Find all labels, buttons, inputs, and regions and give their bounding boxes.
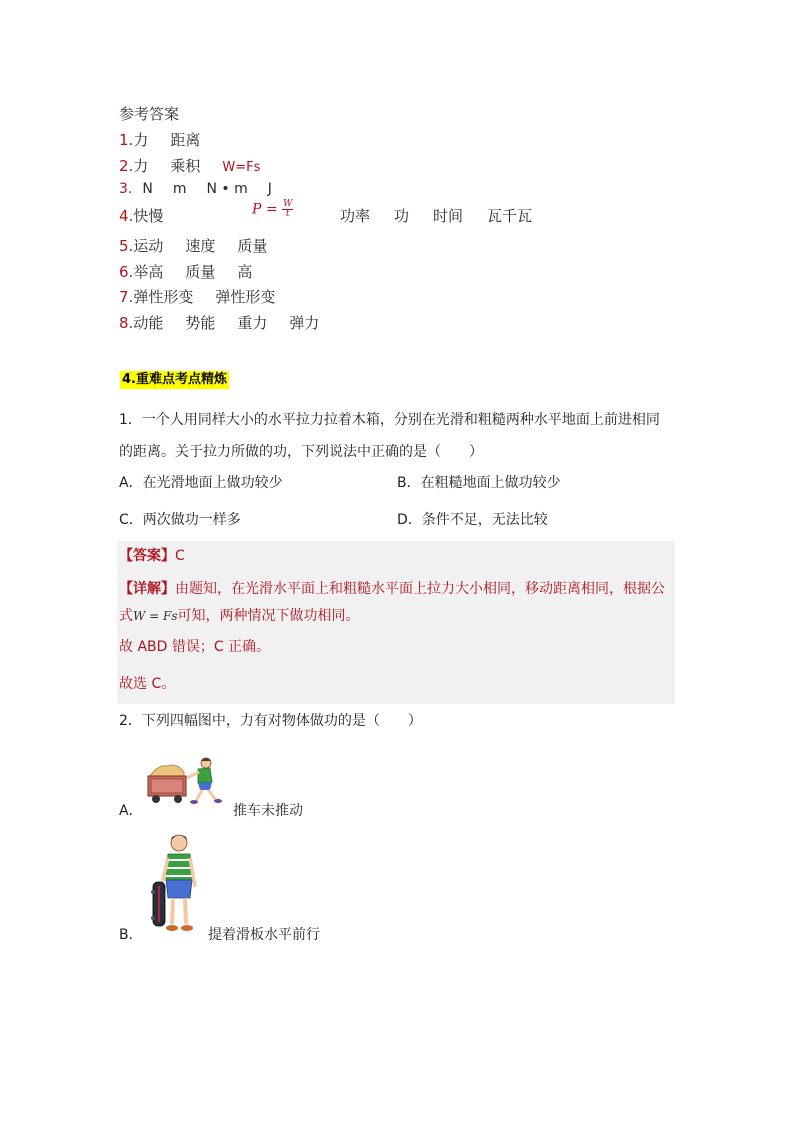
q1-stem-line2: 的距离。关于拉力所做的功，下列说法中正确的是（ ）	[119, 444, 483, 460]
answer-item: 时间	[433, 207, 464, 225]
answer-item: 速度	[185, 237, 216, 255]
answer-item: 功	[394, 207, 410, 225]
answer-value: C	[175, 548, 185, 564]
answer-number: 8.	[119, 314, 134, 332]
q2-option-a-label[interactable]: A．	[119, 803, 143, 819]
answer-item: 弹力	[289, 314, 320, 332]
answer-item: 举高	[133, 263, 164, 281]
power-formula	[252, 200, 293, 219]
q2-stem: 2．下列四幅图中，力有对物体做功的是（ ）	[119, 713, 422, 729]
answer-item: N • m	[206, 181, 248, 197]
formula-numerator: W	[283, 199, 293, 209]
answer-item: N	[142, 181, 153, 197]
answer-number: 2.	[119, 157, 134, 175]
answer-row-4-cont	[340, 205, 532, 226]
detail-line3: 故 ABD 错误；C 正确。	[119, 639, 271, 655]
answer-number: 5.	[119, 237, 134, 255]
detail-text: 可知，两种情况下做功相同。	[177, 608, 360, 624]
answer-item: 运动	[133, 237, 164, 255]
detail-text: 由题知，在光滑水平面上和粗糙水平面上拉力大小相同，移动距离相同，根据公	[175, 581, 665, 597]
answer-item: 力	[133, 131, 149, 149]
answer-row-3	[119, 181, 272, 197]
detail-tag: 【详解】	[119, 581, 175, 597]
q2-option-b-caption: 提着滑板水平前行	[208, 927, 320, 943]
option-b-image[interactable]	[150, 832, 202, 940]
answer-item: 瓦千瓦	[487, 207, 533, 225]
detail-text: 式	[119, 608, 133, 624]
answer-row-4	[119, 205, 163, 226]
q1-option-d[interactable]: D．条件不足，无法比较	[397, 512, 548, 528]
answer-item: 快慢	[133, 207, 164, 225]
detail-line2	[119, 605, 360, 625]
answer-item: W=Fs	[222, 160, 261, 175]
answer-item: J	[267, 181, 272, 197]
answer-row-8	[119, 312, 319, 333]
answer-item: 质量	[185, 263, 216, 281]
answer-item: 弹性形变	[133, 288, 194, 306]
answer-tag: 【答案】	[119, 548, 175, 564]
solution-box	[117, 541, 675, 704]
q1-option-c[interactable]: C．两次做功一样多	[119, 512, 241, 528]
answer-row-6	[119, 261, 252, 282]
answer-item: 动能	[133, 314, 164, 332]
answer-item: 距离	[170, 131, 201, 149]
detail-line4: 故选 C。	[119, 676, 176, 692]
answer-number: 4.	[119, 207, 134, 225]
q2-option-a-caption: 推车未推动	[233, 803, 303, 819]
answer-item: 弹性形变	[215, 288, 276, 306]
section-heading: 4.重难点考点精炼	[122, 372, 227, 387]
answer-item: 乘积	[170, 157, 201, 175]
skateboard-carrying-illustration	[150, 832, 202, 940]
answer-row-5	[119, 235, 267, 256]
answer-item: 质量	[237, 237, 268, 255]
answer-item: 功率	[340, 207, 371, 225]
answer-item: m	[172, 181, 187, 197]
cart-pushing-illustration	[146, 754, 230, 806]
formula-lhs: P =	[252, 201, 278, 218]
answer-number: 3.	[119, 181, 133, 197]
answer-row-2	[119, 155, 260, 176]
answer-item: 重力	[237, 314, 268, 332]
answer-line	[119, 545, 185, 565]
answer-number: 7.	[119, 288, 134, 306]
q1-option-a[interactable]: A．在光滑地面上做功较少	[119, 475, 283, 491]
answer-number: 1.	[119, 131, 134, 149]
answers-title: 参考答案	[119, 105, 180, 123]
formula-denominator: t	[285, 209, 290, 219]
q1-option-b[interactable]: B．在粗糙地面上做功较少	[397, 475, 561, 491]
answer-row-1	[119, 129, 200, 150]
q1-stem-line1: 1．一个人用同样大小的水平拉力拉着木箱，分别在光滑和粗糙两种水平地面上前进相同	[119, 412, 660, 428]
answer-number: 6.	[119, 263, 134, 281]
detail-line1	[119, 578, 665, 598]
q2-option-b-label[interactable]: B．	[119, 927, 143, 943]
answer-row-7	[119, 286, 275, 307]
option-a-image[interactable]	[146, 754, 230, 806]
answer-item: 力	[133, 157, 149, 175]
answer-item: 高	[237, 263, 253, 281]
work-formula: W = Fs	[133, 609, 178, 623]
answer-item: 势能	[185, 314, 216, 332]
